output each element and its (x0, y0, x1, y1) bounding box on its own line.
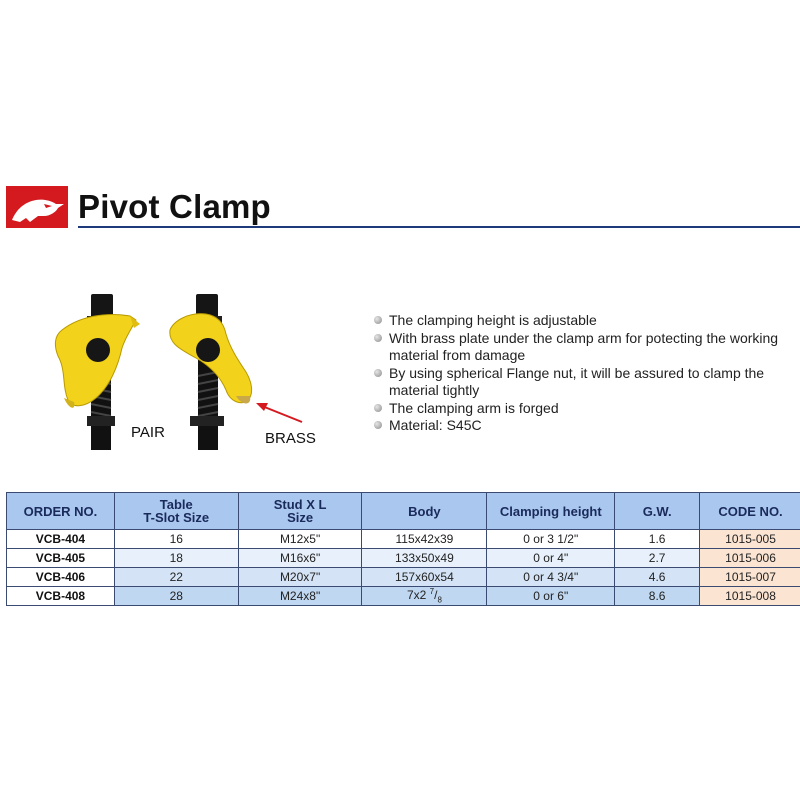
cell-order: VCB-405 (7, 549, 115, 568)
arrow-icon (256, 403, 302, 422)
cell-order: VCB-404 (7, 530, 115, 549)
caption-brass: BRASS (265, 430, 316, 447)
cell-tslot: 28 (114, 587, 238, 606)
cell-stud: M12x5" (238, 530, 362, 549)
col-header-stud: Stud X L Size (238, 493, 362, 530)
table-row (7, 549, 800, 568)
cell-clamping-height: 0 or 4 3/4" (487, 568, 615, 587)
bullet-icon (374, 334, 382, 342)
spec-table (6, 492, 800, 606)
feature-item: The clamping arm is forged (372, 400, 800, 418)
cell-code: 1015-006 (700, 549, 800, 568)
cell-body: 157x60x54 (362, 568, 487, 587)
col-header-gw: G.W. (615, 493, 700, 530)
cell-tslot: 16 (114, 530, 238, 549)
bullet-icon (374, 421, 382, 429)
title-rule (78, 226, 800, 228)
cell-stud: M16x6" (238, 549, 362, 568)
cell-body: 7x2 $^7/_8$ (362, 587, 487, 606)
col-header-order: ORDER NO. (7, 493, 115, 530)
cell-stud: M20x7" (238, 568, 362, 587)
feature-item: With brass plate under the clamp arm for potecting the working material from damage (372, 330, 800, 365)
caption-pair: PAIR (131, 424, 165, 441)
cell-clamping-height: 0 or 6" (487, 587, 615, 606)
feature-item: By using spherical Flange nut, it will be assured to clamp the material tightly (372, 365, 800, 400)
page-title: Pivot Clamp (78, 188, 271, 225)
feature-item: The clamping height is adjustable (372, 312, 800, 330)
clamp-left (55, 294, 140, 450)
bullet-icon (374, 316, 382, 324)
cell-order: VCB-408 (7, 587, 115, 606)
cell-clamping-height: 0 or 4" (487, 549, 615, 568)
eagle-logo-icon (6, 186, 68, 228)
cell-stud: M24x8" (238, 587, 362, 606)
cell-tslot: 22 (114, 568, 238, 587)
bullet-icon (374, 369, 382, 377)
col-header-clamping-height: Clamping height (487, 493, 615, 530)
cell-order: VCB-406 (7, 568, 115, 587)
section-header (6, 186, 800, 230)
col-header-code: CODE NO. (700, 493, 800, 530)
col-header-body: Body (362, 493, 487, 530)
cell-gw: 8.6 (615, 587, 700, 606)
cell-clamping-height: 0 or 3 1/2" (487, 530, 615, 549)
cell-code: 1015-007 (700, 568, 800, 587)
bullet-icon (374, 404, 382, 412)
cell-gw: 1.6 (615, 530, 700, 549)
table-header-row (7, 493, 800, 530)
cell-body: 115x42x39 (362, 530, 487, 549)
table-row (7, 587, 800, 606)
cell-gw: 2.7 (615, 549, 700, 568)
cell-tslot: 18 (114, 549, 238, 568)
feature-list (372, 312, 800, 435)
cell-gw: 4.6 (615, 568, 700, 587)
clamp-right (170, 294, 252, 450)
col-header-tslot: Table T-Slot Size (114, 493, 238, 530)
table-row (7, 568, 800, 587)
table-row (7, 530, 800, 549)
cell-code: 1015-005 (700, 530, 800, 549)
feature-item: Material: S45C (372, 417, 800, 435)
cell-code: 1015-008 (700, 587, 800, 606)
cell-body: 133x50x49 (362, 549, 487, 568)
